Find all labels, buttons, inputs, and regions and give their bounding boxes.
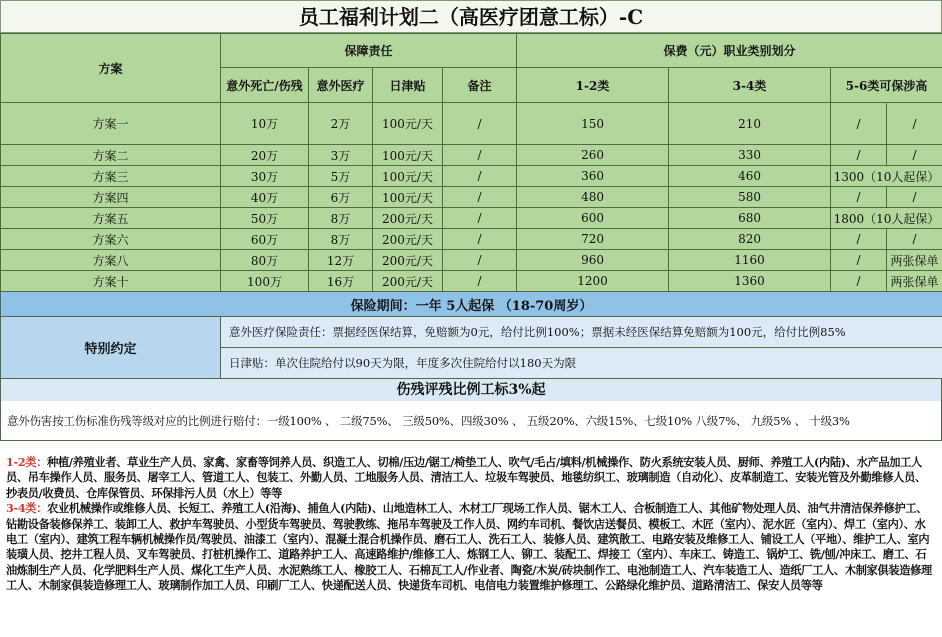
premium-56a: / [831, 103, 887, 145]
daily-value: 200元/天 [373, 229, 443, 250]
plan-name: 方案八 [1, 250, 221, 271]
header-class-12: 1-2类 [517, 68, 669, 103]
death-value: 100万 [221, 271, 309, 292]
premium-34: 1160 [669, 250, 831, 271]
insurance-period: 保险期间：一年 5人起保 （18-70周岁） [1, 292, 942, 317]
disability-title: 伤残评残比例工标3%起 [0, 379, 942, 401]
medical-value: 5万 [309, 166, 373, 187]
medical-value: 2万 [309, 103, 373, 145]
class-12-text: 种植/养殖业者、草业生产人员、家禽、家畜等饲养人员、织造工人、切棉/压边/锯工/椅垫工人、吹气/毛占/填料/机械操作、防火系统安装人员、厨师、养殖工人(内陆)、水产品加工人员、吊车操作人员、服务员、屠宰工人、管道工人、包装工、外勤人员、工地服务人员、清洁工人、垃圾车驾驶员、地毯纺织工、玻璃制造（自动化）、皮革制造工、安装光管及外勤维修人员、抄表员/收费员、仓库保管员、环保排污人员（水上）等等 [6, 455, 926, 500]
disability-ratio: 意外伤害按工伤标准伤残等级对应的比例进行赔付：一级100% 、 二级75%、 三级50%、四级30% 、 五级20%、六级15%、七级10% 八级7%、 九级5% 、 十级3% [0, 401, 942, 441]
plan-table [0, 33, 942, 379]
header-medical: 意外医疗 [309, 68, 373, 103]
note-value: / [443, 271, 517, 292]
plan-name: 方案六 [1, 229, 221, 250]
premium-56: 1300（10人起保） [831, 166, 942, 187]
class-34-label: 3-4类： [6, 501, 48, 516]
death-value: 10万 [221, 103, 309, 145]
premium-56b: / [887, 229, 942, 250]
plan-name: 方案一 [1, 103, 221, 145]
plan-name: 方案十 [1, 271, 221, 292]
special-terms-label: 特别约定 [1, 317, 221, 379]
header-coverage: 保障责任 [221, 34, 517, 68]
medical-value: 8万 [309, 229, 373, 250]
table-row [1, 103, 942, 145]
premium-12: 600 [517, 208, 669, 229]
premium-34: 210 [669, 103, 831, 145]
death-value: 50万 [221, 208, 309, 229]
daily-value: 200元/天 [373, 250, 443, 271]
premium-56: 1800（10人起保） [831, 208, 942, 229]
premium-12: 260 [517, 145, 669, 166]
premium-34: 330 [669, 145, 831, 166]
premium-34: 580 [669, 187, 831, 208]
death-value: 30万 [221, 166, 309, 187]
header-class-56: 5-6类可保涉高 [831, 68, 942, 103]
header-daily: 日津贴 [373, 68, 443, 103]
spacer [0, 441, 942, 455]
premium-56b: / [887, 145, 942, 166]
premium-56a: / [831, 250, 887, 271]
note-value: / [443, 145, 517, 166]
premium-12: 480 [517, 187, 669, 208]
table-row [1, 250, 942, 271]
note-value: / [443, 187, 517, 208]
daily-value: 100元/天 [373, 187, 443, 208]
premium-12: 360 [517, 166, 669, 187]
plan-name: 方案四 [1, 187, 221, 208]
table-row [1, 208, 942, 229]
medical-value: 16万 [309, 271, 373, 292]
header-class-34: 3-4类 [669, 68, 831, 103]
daily-value: 100元/天 [373, 103, 443, 145]
premium-56b: 两张保单 [887, 250, 942, 271]
header-premium: 保费（元）职业类别划分 [517, 34, 942, 68]
premium-56a: / [831, 271, 887, 292]
table-row [1, 229, 942, 250]
table-row [1, 166, 942, 187]
occupation-list [0, 455, 942, 594]
premium-12: 1200 [517, 271, 669, 292]
death-value: 40万 [221, 187, 309, 208]
header-death: 意外死亡/伤残 [221, 68, 309, 103]
premium-34: 680 [669, 208, 831, 229]
plan-name: 方案五 [1, 208, 221, 229]
premium-56b: / [887, 103, 942, 145]
note-value: / [443, 166, 517, 187]
premium-56b: / [887, 187, 942, 208]
page-title: 员工福利计划二（高医疗团意工标）-C [0, 0, 942, 33]
premium-34: 460 [669, 166, 831, 187]
header-note: 备注 [443, 68, 517, 103]
occupation-class-12 [6, 455, 936, 501]
special-terms-medical: 意外医疗保险责任：票据经医保结算，免赔额为0元，给付比例100%；票据未经医保结算免赔额为100元，给付比例85% [221, 317, 942, 348]
death-value: 80万 [221, 250, 309, 271]
premium-56b: 两张保单 [887, 271, 942, 292]
table-row [1, 145, 942, 166]
medical-value: 3万 [309, 145, 373, 166]
premium-56a: / [831, 229, 887, 250]
medical-value: 8万 [309, 208, 373, 229]
class-34-text: 农业机械操作或维修人员、长短工、养殖工人(沿海)、捕鱼人(内陆)、山地造林工人、木材工厂现场工作人员、锯木工人、合板制造工人、其他矿物处理人员、油气井清洁保养修护工、钻勘设备装修保养工、装卸工人、救护车驾驶员、小型货车驾驶员、驾驶教练、拖吊车驾驶及工作人员、网约车司机、餐饮店送餐员、模板工、木匠（室内）、泥水匠（室内）、焊工（室内）、水电工（室内）、建筑工程车辆机械操作员/驾驶员、油漆工（室内）、混凝土混合机操作员、磨石工人、洗石工人、装修人员、建筑散工、电路安装及维修工人、铺设工人（平地）、维护工人、室内装璜人员、挖井工程人员、叉车驾驶员、打桩机操作工、道路养护工人、高速路维护/维修工人、炼钢工人、铆工、装配工、焊接工（室内）、车床工、铸造工、锅炉工、铣/刨/冲床工、磨工、石油炼制生产人员、化学肥料生产人员、煤化工生产人员、水泥熟练工人、橡胶工人、石棉瓦工人/作业者、陶瓷/木炭/砖块制作工、电池制造工人、汽车装造工人、造纸厂工人、木制家俱装造修理工人、木制家俱装造修理工人、玻璃制作加工人员、印刷厂工人、快递配送人员、快递货车司机、电信电力装置维护修理工、公路绿化维护员、道路清洁工、保安人员等等 [6, 501, 932, 593]
daily-value: 100元/天 [373, 145, 443, 166]
premium-56a: / [831, 187, 887, 208]
note-value: / [443, 103, 517, 145]
class-12-label: 1-2类： [6, 455, 48, 469]
plan-name: 方案三 [1, 166, 221, 187]
note-value: / [443, 229, 517, 250]
plan-name: 方案二 [1, 145, 221, 166]
premium-34: 1360 [669, 271, 831, 292]
premium-12: 960 [517, 250, 669, 271]
table-row [1, 271, 942, 292]
death-value: 20万 [221, 145, 309, 166]
note-value: / [443, 250, 517, 271]
medical-value: 6万 [309, 187, 373, 208]
premium-12: 720 [517, 229, 669, 250]
daily-value: 200元/天 [373, 208, 443, 229]
premium-34: 820 [669, 229, 831, 250]
premium-12: 150 [517, 103, 669, 145]
occupation-class-34 [6, 501, 936, 593]
header-plan: 方案 [1, 34, 221, 103]
daily-value: 100元/天 [373, 166, 443, 187]
medical-value: 12万 [309, 250, 373, 271]
premium-56a: / [831, 145, 887, 166]
special-terms-daily: 日津贴：单次住院给付以90天为限，年度多次住院给付以180天为限 [221, 348, 942, 379]
table-row [1, 187, 942, 208]
death-value: 60万 [221, 229, 309, 250]
note-value: / [443, 208, 517, 229]
daily-value: 200元/天 [373, 271, 443, 292]
